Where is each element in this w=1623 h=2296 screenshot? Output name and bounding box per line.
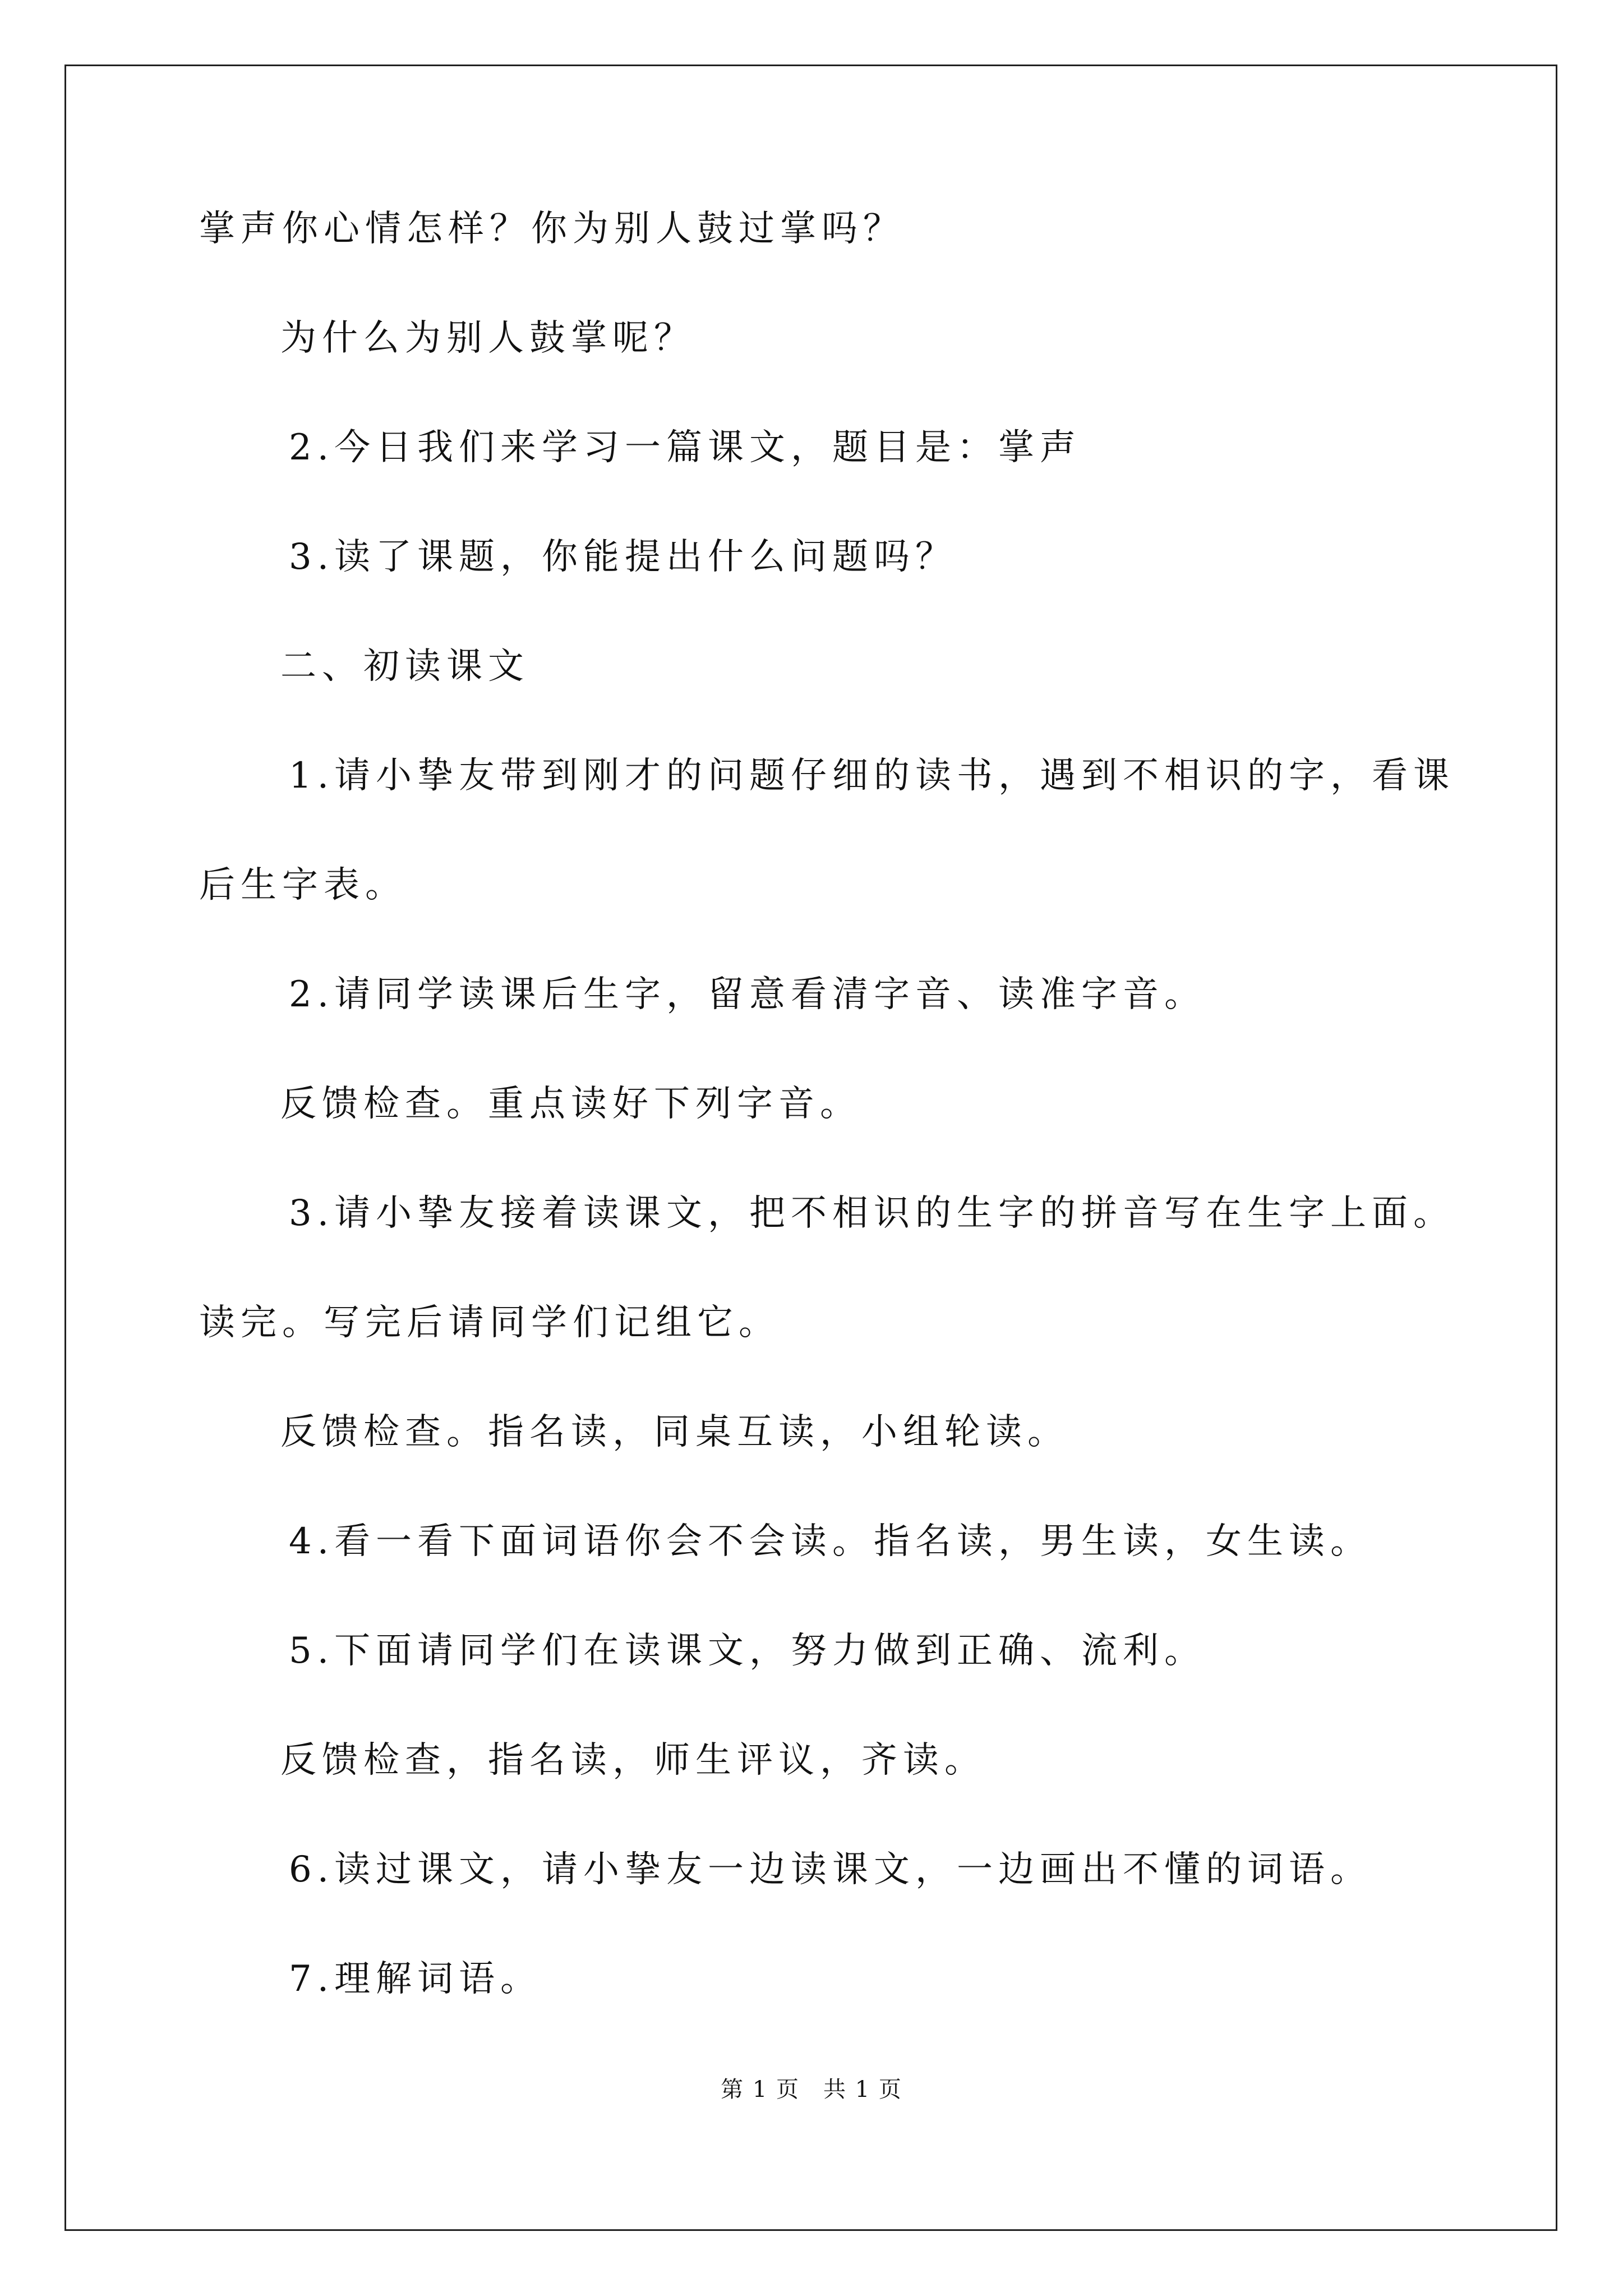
page-frame	[64, 65, 1557, 2231]
text-line: 2.请同学读课后生字，留意看清字音、读准字音。	[289, 974, 1206, 1015]
page-number: 第 1 页 共 1 页	[721, 2077, 902, 2102]
text-line: 为什么为别人鼓掌呢？	[280, 318, 695, 359]
text-line: 反馈检查。重点读好下列字音。	[280, 1083, 861, 1125]
text-line: 2.今日我们来学习一篇课文，题目是：掌声	[289, 427, 1082, 468]
text-line: 后生字表。	[199, 864, 407, 906]
text-line: 5.下面请同学们在读课文，努力做到正确、流利。	[289, 1630, 1206, 1672]
text-line: 4.看一看下面词语你会不会读。指名读，男生读，女生读。	[289, 1521, 1372, 1562]
text-line: 掌声你心情怎样？你为别人鼓过掌吗？	[199, 208, 905, 250]
text-line: 3.请小挚友接着读课文，把不相识的生字的拼音写在生字上面。	[289, 1193, 1455, 1234]
section-heading: 二、初读课文	[280, 646, 529, 687]
text-line: 反馈检查，指名读，师生评议，齐读。	[280, 1740, 986, 1781]
text-line: 反馈检查。指名读，同桌互读，小组轮读。	[280, 1411, 1069, 1453]
text-line: 6.读过课文，请小挚友一边读课文，一边画出不懂的词语。	[289, 1849, 1372, 1890]
text-line: 1.请小挚友带到刚才的问题仔细的读书，遇到不相识的字，看课	[289, 755, 1455, 797]
text-line: 7.理解词语。	[289, 1958, 542, 2000]
text-line: 读完。写完后请同学们记组它。	[199, 1302, 780, 1343]
text-line: 3.读了课题，你能提出什么问题吗？	[289, 536, 957, 578]
